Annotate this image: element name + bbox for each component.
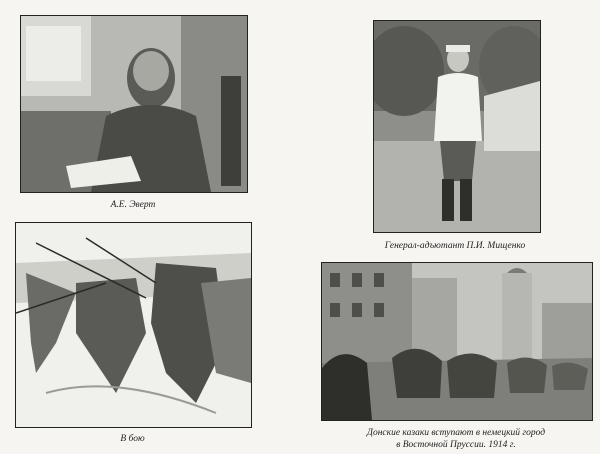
photo-cossacks-town-image <box>322 263 592 420</box>
photo-evert-image <box>21 16 247 192</box>
caption-in-battle: В бою <box>120 434 145 444</box>
drawing-in-battle-image <box>16 223 251 427</box>
caption-cossacks-line2: в Восточной Пруссии. 1914 г. <box>396 440 516 450</box>
photo-mishchenko <box>373 20 541 233</box>
caption-evert: А.Е. Эверт <box>110 200 156 210</box>
caption-cossacks-town <box>316 427 596 451</box>
photo-mishchenko-image <box>374 21 540 232</box>
photo-evert <box>20 15 248 193</box>
photo-cossacks-town <box>321 262 593 421</box>
caption-cossacks-line1: Донские казаки вступают в немецкий город <box>366 428 546 438</box>
drawing-in-battle <box>15 222 252 428</box>
caption-mishchenko: Генерал-адъютант П.И. Мищенко <box>384 241 526 251</box>
